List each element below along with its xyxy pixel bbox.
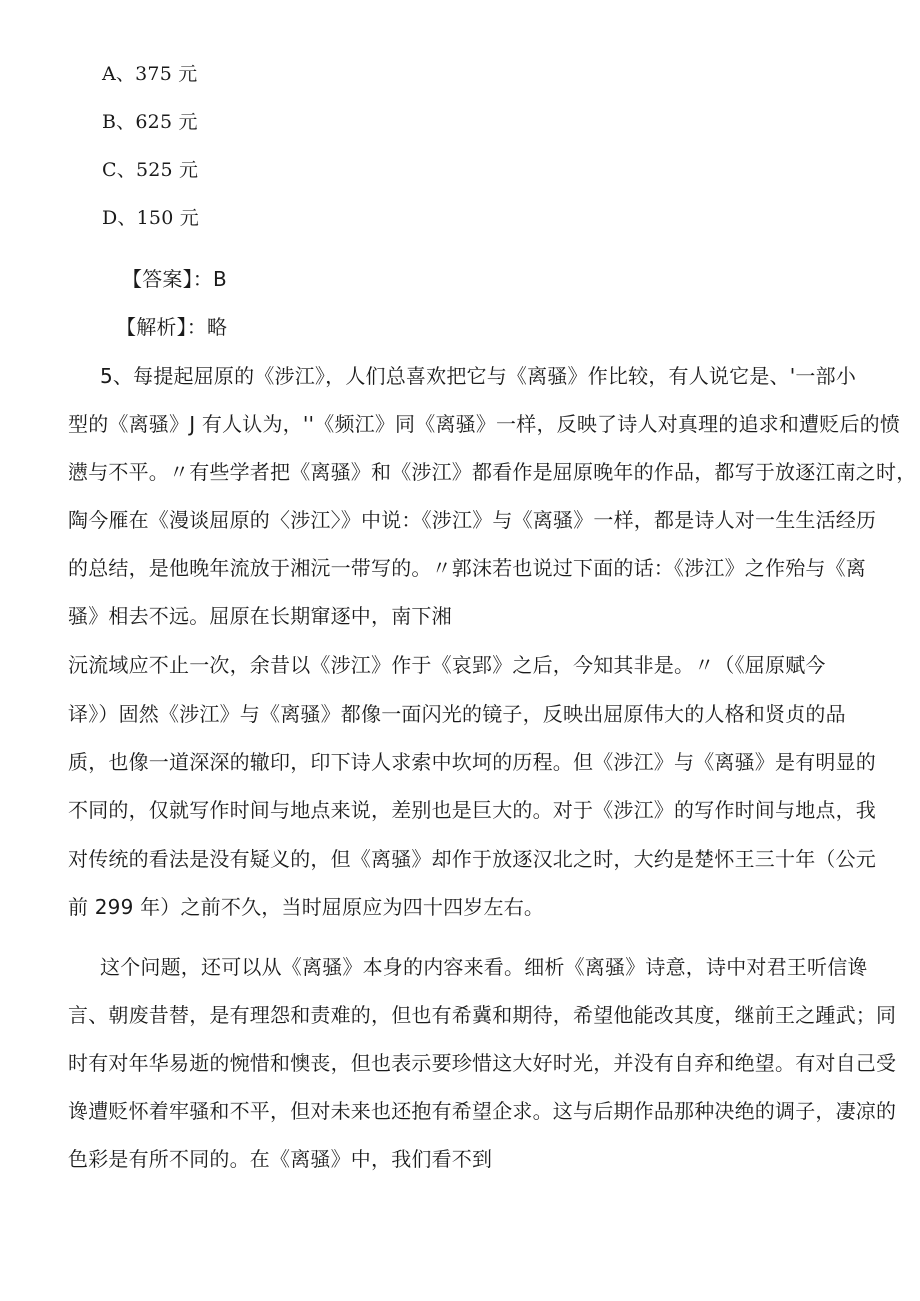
paragraph-line: 时有对年华易逝的惋惜和懊丧，但也表示要珍惜这大好时光，并没有自弃和绝望。有对自己受 xyxy=(68,1051,897,1075)
paragraph-line: 这个问题，还可以从《离骚》本身的内容来看。细析《离骚》诗意，诗中对君王听信谗 xyxy=(100,955,868,979)
paragraph-line: 谗遭贬怀着牢骚和不平，但对未来也还抱有希望企求。这与后期作品那种决绝的调子，凄凉的 xyxy=(68,1099,897,1123)
paragraph-line: 骚》相去不远。屈原在长期窜逐中，南下湘 xyxy=(68,604,452,628)
paragraph-line: 5、每提起屈原的《涉江》，人们总喜欢把它与《离骚》作比较，有人说它是、'一部小 xyxy=(100,364,857,388)
paragraph-line: 不同的，仅就写作时间与地点来说，差别也是巨大的。对于《涉江》的写作时间与地点，我 xyxy=(68,798,876,822)
paragraph-line: 沅流域应不止一次，余昔以《涉江》作于《哀郢》之后，今知其非是。〃（《屈原赋今 xyxy=(68,653,826,677)
analysis-label: 【解析】：略 xyxy=(116,315,228,339)
paragraph-line: 懑与不平。〃有些学者把《离骚》和《涉江》都看作是屈原晚年的作品，都写于放逐江南之时， xyxy=(68,460,917,484)
paragraph-line: 型的《离骚》J 有人认为，''《频江》同《离骚》一样，反映了诗人对真理的追求和遭贬后的愤 xyxy=(68,412,901,436)
paragraph-line: 质，也像一道深深的辙印，印下诗人求索中坎坷的历程。但《涉江》与《离骚》是有明显的 xyxy=(68,750,876,774)
paragraph-line: 对传统的看法是没有疑义的，但《离骚》却作于放逐汉北之时，大约是楚怀王三十年（公元 xyxy=(68,847,876,871)
answer-label: 【答案】：B xyxy=(122,267,227,291)
paragraph-line: 的总结，是他晚年流放于湘沅一带写的。〃郭沫若也说过下面的话：《涉江》之作殆与《离 xyxy=(68,556,866,580)
paragraph-line: 陶今雁在《漫谈屈原的〈涉江〉》中说：《涉江》与《离骚》一样，都是诗人对一生生活经历 xyxy=(68,508,877,532)
paragraph-line: 译》）固然《涉江》与《离骚》都像一面闪光的镜子，反映出屈原伟大的人格和贤贞的品 xyxy=(68,702,846,726)
option-d: D、150 元 xyxy=(102,207,199,229)
paragraph-line: 言、朝废昔替，是有理怨和责难的，但也有希冀和期待，希望他能改其度，继前王之踵武；同 xyxy=(68,1003,897,1027)
option-a: A、375 元 xyxy=(102,63,198,85)
paragraph-line: 色彩是有所不同的。在《离骚》中，我们看不到 xyxy=(68,1147,493,1171)
option-c: C、525 元 xyxy=(102,159,199,181)
paragraph-line: 前 299 年）之前不久，当时屈原应为四十四岁左右。 xyxy=(68,895,545,919)
option-b: B、625 元 xyxy=(102,111,198,133)
